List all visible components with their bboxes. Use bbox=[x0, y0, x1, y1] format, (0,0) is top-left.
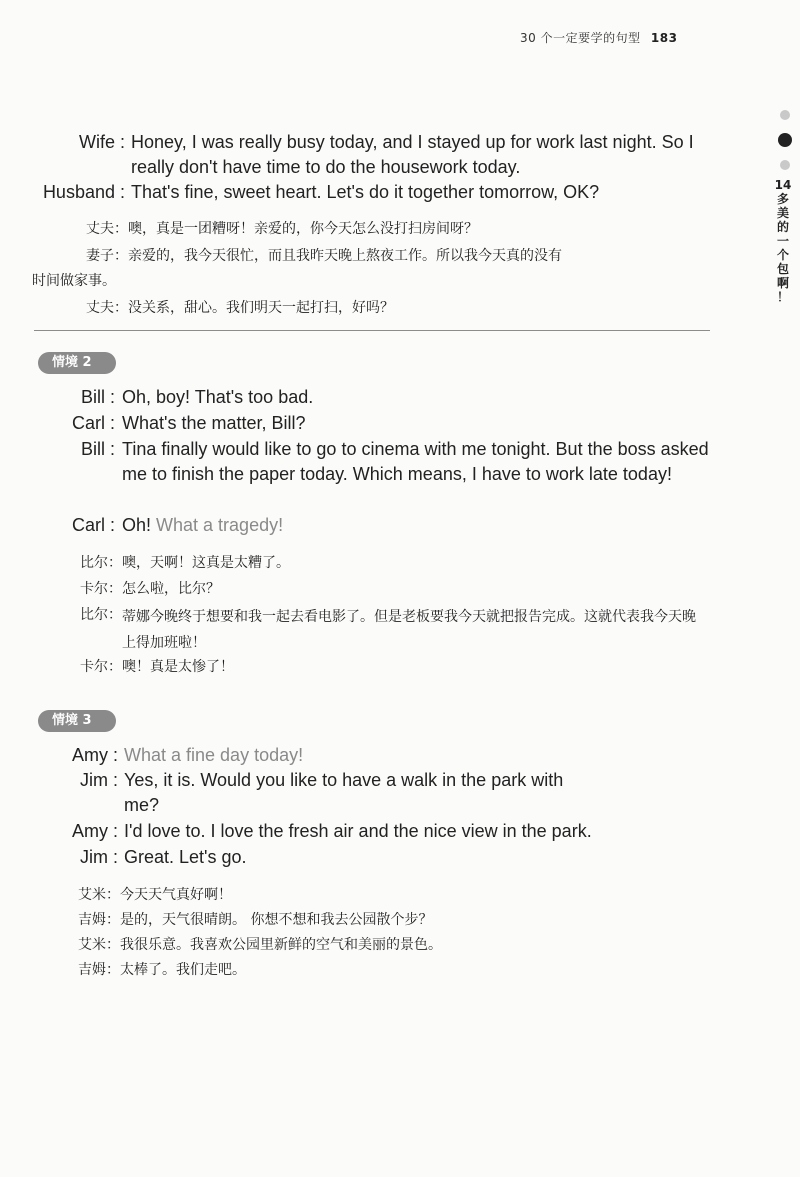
speaker: Husband : bbox=[42, 182, 125, 202]
chapter-title-char: 的 bbox=[776, 220, 789, 234]
speaker: 吉姆： bbox=[78, 962, 120, 978]
dialogue-text-part: Oh! bbox=[122, 515, 152, 535]
dialogue-line bbox=[30, 130, 720, 180]
scene-badge: 情境 2 bbox=[38, 352, 116, 374]
speaker: 丈夫： bbox=[86, 221, 128, 237]
chapter-title-char: 包 bbox=[776, 262, 789, 276]
highlighted-phrase: What a tragedy! bbox=[156, 515, 284, 535]
chapter-title-char: 美 bbox=[776, 206, 789, 220]
translation-line bbox=[30, 245, 720, 267]
translation-line bbox=[30, 959, 720, 981]
page-number: 183 bbox=[650, 31, 678, 45]
translation-text: 亲爱的，我今天很忙，而且我昨天晚上熬夜工作。所以我今天真的没有 bbox=[128, 248, 562, 264]
chapter-title-char: ！ bbox=[776, 290, 789, 304]
dialogue-line bbox=[30, 819, 720, 844]
section-divider bbox=[34, 330, 710, 331]
translation-text: 噢，天啊！这真是太糟了。 bbox=[122, 555, 290, 571]
dialogue-line bbox=[30, 743, 720, 768]
dialogue-line bbox=[30, 385, 720, 410]
speaker: Carl : bbox=[71, 515, 115, 535]
dialogue-line bbox=[30, 768, 720, 818]
dialogue-line bbox=[30, 437, 720, 487]
speaker: Bill : bbox=[80, 439, 115, 459]
dialogue-line bbox=[30, 411, 720, 436]
nav-dot-icon bbox=[780, 110, 790, 120]
translation-text: 怎么啦，比尔？ bbox=[122, 581, 220, 597]
translation-text: 噢！真是太惨了！ bbox=[122, 659, 234, 675]
dialogue-text: Oh, boy! That's too bad. bbox=[122, 387, 314, 407]
speaker: 艾米： bbox=[78, 887, 120, 903]
translation-text: 蒂娜今晚终于想要和我一起去看电影了。但是老板要我今天就把报告完成。这就代表我今天晚上得加班啦！ bbox=[122, 609, 696, 651]
speaker: 卡尔： bbox=[80, 581, 122, 597]
translation-text: 是的，天气很晴朗。 你想不想和我去公园散个步？ bbox=[120, 912, 433, 928]
translation-line bbox=[30, 656, 720, 678]
dialogue-line bbox=[30, 513, 720, 538]
nav-dot-active-icon bbox=[778, 133, 792, 147]
chapter-side-label bbox=[770, 178, 796, 304]
chapter-number: 14 bbox=[774, 178, 792, 192]
speaker: 丈夫： bbox=[86, 300, 128, 316]
speaker: Wife : bbox=[78, 132, 125, 152]
translation-text: 我很乐意。我喜欢公园里新鲜的空气和美丽的景色。 bbox=[120, 937, 442, 953]
scene-badge: 情境 3 bbox=[38, 710, 116, 732]
translation-continuation: 时间做家事。 bbox=[32, 273, 116, 289]
chapter-title-char: 个 bbox=[776, 248, 789, 262]
speaker: 比尔： bbox=[80, 607, 122, 623]
translation-line bbox=[30, 884, 720, 906]
speaker: 卡尔： bbox=[80, 659, 122, 675]
dialogue-line bbox=[30, 180, 720, 205]
speaker: Bill : bbox=[80, 387, 115, 407]
dialogue-text: Great. Let's go. bbox=[124, 847, 247, 867]
speaker: Jim : bbox=[80, 847, 118, 867]
running-header bbox=[520, 29, 677, 46]
dialogue-text: What's the matter, Bill? bbox=[122, 413, 306, 433]
speaker: Jim : bbox=[80, 770, 118, 790]
chapter-title-char: 一 bbox=[776, 234, 789, 248]
chapter-title-char: 啊 bbox=[776, 276, 789, 290]
speaker: Carl : bbox=[71, 413, 115, 433]
dialogue-text: Yes, it is. Would you like to have a walk in the park with me? bbox=[124, 770, 564, 815]
dialogue-text: I'd love to. I love the fresh air and the nice view in the park. bbox=[124, 821, 592, 841]
dialogue-text: Honey, I was really busy today, and I stayed up for work last night. So I really don't have time to do the housework today. bbox=[131, 132, 694, 177]
translation-text: 太棒了。我们走吧。 bbox=[120, 962, 246, 978]
dialogue-line bbox=[30, 845, 720, 870]
speaker: 比尔： bbox=[80, 555, 122, 571]
speaker: 吉姆： bbox=[78, 912, 120, 928]
chapter-title-char: 多 bbox=[776, 192, 789, 206]
translation-line bbox=[30, 934, 720, 956]
translation-line bbox=[30, 218, 720, 240]
speaker: Amy : bbox=[71, 745, 118, 765]
speaker: 妻子： bbox=[86, 248, 128, 264]
header-title: 30 个一定要学的句型 bbox=[520, 31, 641, 45]
translation-line bbox=[30, 297, 720, 319]
nav-dot-icon bbox=[780, 160, 790, 170]
dialogue-text: Tina finally would like to go to cinema with me tonight. But the boss asked me to finish the paper today. Which means, I have to work late today! bbox=[122, 439, 709, 484]
highlighted-phrase: What a fine day today! bbox=[124, 745, 304, 765]
translation-line bbox=[30, 552, 720, 574]
dialogue-text: That's fine, sweet heart. Let's do it together tomorrow, OK? bbox=[131, 182, 600, 202]
translation-text: 噢，真是一团糟呀！亲爱的，你今天怎么没打扫房间呀？ bbox=[128, 221, 478, 237]
speaker: Amy : bbox=[71, 821, 118, 841]
dialogue-text bbox=[118, 743, 684, 768]
dialogue-text bbox=[115, 513, 712, 538]
translation-text: 今天天气真好啊！ bbox=[120, 887, 232, 903]
translation-line bbox=[30, 604, 720, 656]
speaker: 艾米： bbox=[78, 937, 120, 953]
translation-line bbox=[30, 909, 720, 931]
translation-text: 没关系，甜心。我们明天一起打扫，好吗？ bbox=[128, 300, 394, 316]
translation-line bbox=[30, 578, 720, 600]
